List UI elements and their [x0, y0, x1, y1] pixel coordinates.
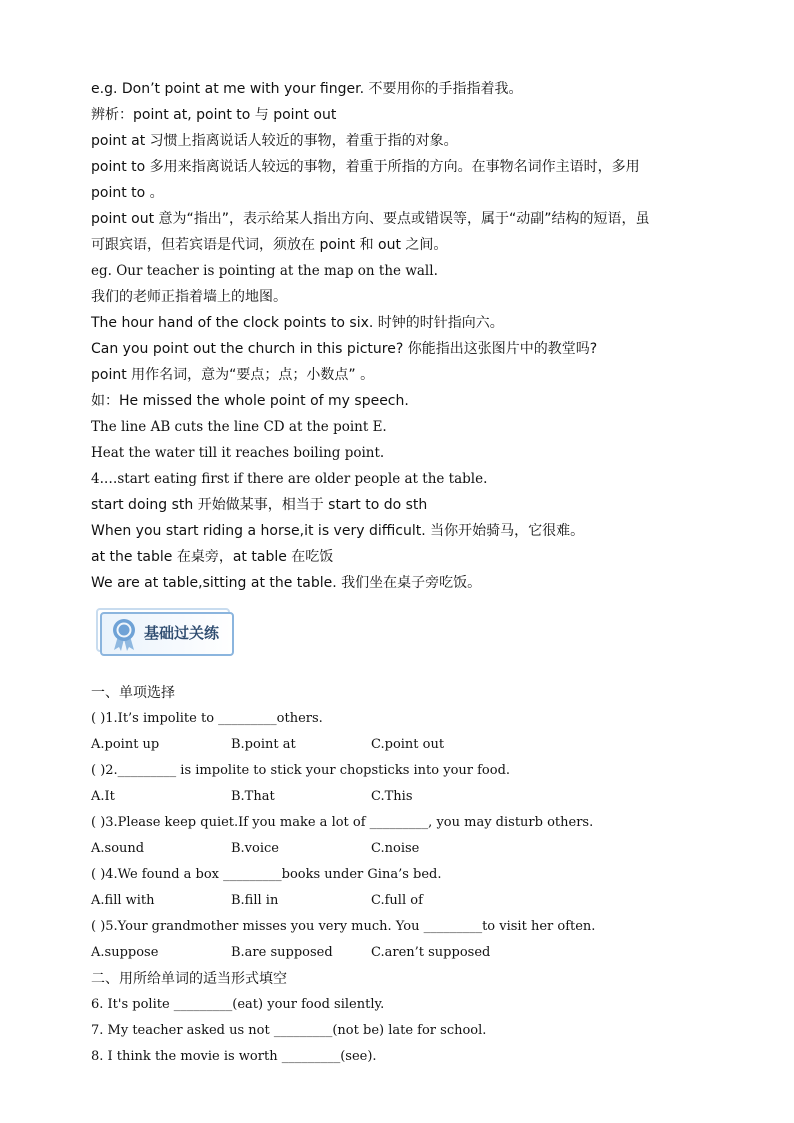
option-b: B.fill in: [231, 893, 279, 908]
text-line: start doing sth 开始做某事，相当于 start to do sth: [91, 497, 428, 513]
section-heading: 一、单项选择: [91, 685, 175, 701]
text-line: 可跟宾语，但若宾语是代词，须放在 point 和 out 之间。: [91, 237, 448, 253]
fill-item: 6. It's polite _________(eat) your food silently.: [91, 997, 385, 1012]
option-a: A.point up: [91, 737, 160, 752]
text-line: The line AB cuts the line CD at the point E.: [91, 419, 387, 435]
question-stem: ( )3.Please keep quiet.If you make a lot of _________, you may disturb others.: [91, 815, 594, 830]
text-line: point to 多用来指离说话人较远的事物，着重于所指的方向。在事物名词作主语时，多用: [91, 159, 640, 175]
medal-icon: [110, 618, 138, 652]
fill-item: 7. My teacher asked us not _________(not be) late for school.: [91, 1023, 487, 1038]
option-c: C.This: [371, 789, 413, 804]
question-stem: ( )1.It’s impolite to _________others.: [91, 711, 323, 726]
section-banner: [96, 608, 238, 660]
text-line: point 用作名词，意为“要点；点；小数点” 。: [91, 367, 375, 383]
text-line: at the table 在桌旁，at table 在吃饭: [91, 549, 334, 565]
option-b: B.are supposed: [231, 945, 333, 960]
question-stem: ( )2._________ is impolite to stick your chopsticks into your food.: [91, 763, 511, 778]
text-line: eg. Our teacher is pointing at the map on the wall.: [91, 263, 438, 279]
option-a: A.sound: [91, 841, 145, 856]
option-c: C.full of: [371, 893, 423, 908]
option-a: A.fill with: [91, 893, 155, 908]
text-line: The hour hand of the clock points to six. 时钟的时针指向六。: [91, 315, 504, 331]
text-line: Heat the water till it reaches boiling point.: [91, 445, 385, 461]
text-line: 我们的老师正指着墙上的地图。: [91, 289, 287, 305]
text-line: e.g. Don’t point at me with your finger. 不要用你的手指指着我。: [91, 81, 523, 97]
text-line: point at 习惯上指离说话人较近的事物，着重于指的对象。: [91, 133, 458, 149]
text-line: 如：He missed the whole point of my speech.: [91, 393, 409, 409]
option-c: C.point out: [371, 737, 445, 752]
option-c: C.noise: [371, 841, 420, 856]
option-b: B.point at: [231, 737, 296, 752]
text-line: 4.…start eating first if there are older people at the table.: [91, 471, 488, 487]
option-a: A.It: [91, 789, 115, 804]
text-line: When you start riding a horse,it is very difficult. 当你开始骑马，它很难。: [91, 523, 585, 539]
option-b: B.That: [231, 789, 275, 804]
text-line: point to 。: [91, 185, 164, 201]
question-stem: ( )5.Your grandmother misses you very much. You _________to visit her often.: [91, 919, 596, 934]
section-heading: 二、用所给单词的适当形式填空: [91, 971, 287, 987]
fill-item: 8. I think the movie is worth _________(see).: [91, 1049, 377, 1064]
question-stem: ( )4.We found a box _________books under Gina’s bed.: [91, 867, 442, 882]
text-line: point out 意为“指出”，表示给某人指出方向、要点或错误等，属于“动副”结构的短语，虽: [91, 211, 650, 227]
text-line: Can you point out the church in this picture? 你能指出这张图片中的教堂吗?: [91, 341, 598, 357]
option-a: A.suppose: [91, 945, 159, 960]
banner-title: 基础过关练: [144, 624, 220, 642]
option-c: C.aren’t supposed: [371, 945, 491, 960]
text-line: We are at table,sitting at the table. 我们坐在桌子旁吃饭。: [91, 575, 482, 591]
text-line: 辨析：point at, point to 与 point out: [91, 107, 337, 123]
option-b: B.voice: [231, 841, 279, 856]
